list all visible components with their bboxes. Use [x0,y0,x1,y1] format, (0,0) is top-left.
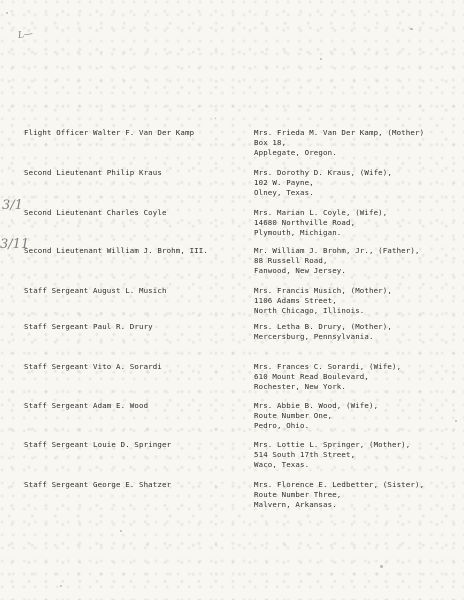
contact-line: Mrs. Letha B. Drury, (Mother), [254,322,392,331]
contact-line: Box 18, [254,138,287,147]
contact-line: Mrs. Frieda M. Van Der Kamp, (Mother) [254,128,425,137]
contact-line: Mrs. Frances C. Sorardi, (Wife), [254,362,402,371]
entry-contact [254,286,392,316]
contact-line: Mrs. Florence E. Ledbetter, (Sister), [254,480,425,489]
entry-name: Staff Sergeant George E. Shatzer [24,480,172,489]
entry-contact [254,208,387,238]
contact-line: Mrs. Dorothy D. Kraus, (Wife), [254,168,392,177]
margin-note-3-11: 3/11 [0,237,30,252]
entry-name: Second Lieutenant Charles Coyle [24,208,167,217]
contact-line: Mr. William J. Brohm, Jr., (Father), [254,246,420,255]
entry-name: Staff Sergeant August L. Musich [24,286,167,295]
faint-pencil-mark: · [209,113,223,124]
entry-contact [254,168,392,198]
contact-line: Mrs. Lottie L. Springer, (Mother), [254,440,411,449]
entry-contact [254,401,378,431]
contact-line: Route Number One, [254,411,333,420]
contact-line: 88 Russell Road, [254,256,328,265]
entry-contact [254,480,424,510]
entry-name: Staff Sergeant Paul R. Drury [24,322,153,331]
contact-line: 102 W. Payne, [254,178,314,187]
paper-speck [320,58,322,60]
contact-line: 1106 Adams Street, [254,296,337,305]
contact-line: Olney, Texas. [254,188,314,197]
contact-line: Fanwood, New Jersey. [254,266,346,275]
entry-name: Second Lieutenant William J. Brohm, III. [24,246,208,255]
entry-name: Staff Sergeant Louie D. Springer [24,440,172,449]
paper-speck [380,565,383,568]
entry-contact [254,362,401,392]
contact-line: 514 South 17th Street, [254,450,356,459]
contact-line: Rochester, New York. [254,382,346,391]
entry-contact [254,440,410,470]
entry-contact [254,322,392,342]
entry-name: Staff Sergeant Vito A. Sorardi [24,362,162,371]
entry-name: Flight Officer Walter F. Van Der Kamp [24,128,195,137]
contact-line: 610 Mount Read Boulevard, [254,372,369,381]
paper-speck [6,12,8,14]
contact-line: North Chicago, Illinois. [254,306,365,315]
entry-name: Staff Sergeant Adam E. Wood [24,401,149,410]
paper-speck [120,530,122,532]
contact-line: Plymouth, Michigan. [254,228,342,237]
entry-contact [254,128,424,158]
margin-note-3-1: 3/1 [2,198,23,213]
entry-contact [254,246,420,276]
contact-line: Mercersburg, Pennsylvania. [254,332,374,341]
entry-name: Second Lieutenant Philip Kraus [24,168,162,177]
contact-line: Mrs. Francis Musich, (Mother), [254,286,392,295]
contact-line: Malvern, Arkansas. [254,500,337,509]
contact-line: Waco, Texas. [254,460,310,469]
contact-line: Route Number Three, [254,490,342,499]
paper-speck [410,28,413,30]
contact-line: Applegate, Oregon. [254,148,337,157]
contact-line: 14680 Northville Road, [254,218,356,227]
contact-line: Pedro, Ohio. [254,421,310,430]
paper-speck [60,585,62,587]
contact-line: Mrs. Marian L. Coyle, (Wife), [254,208,388,217]
paper-speck [455,420,457,422]
contact-line: Mrs. Abbie B. Wood, (Wife), [254,401,379,410]
margin-note-top: L— [17,29,34,41]
